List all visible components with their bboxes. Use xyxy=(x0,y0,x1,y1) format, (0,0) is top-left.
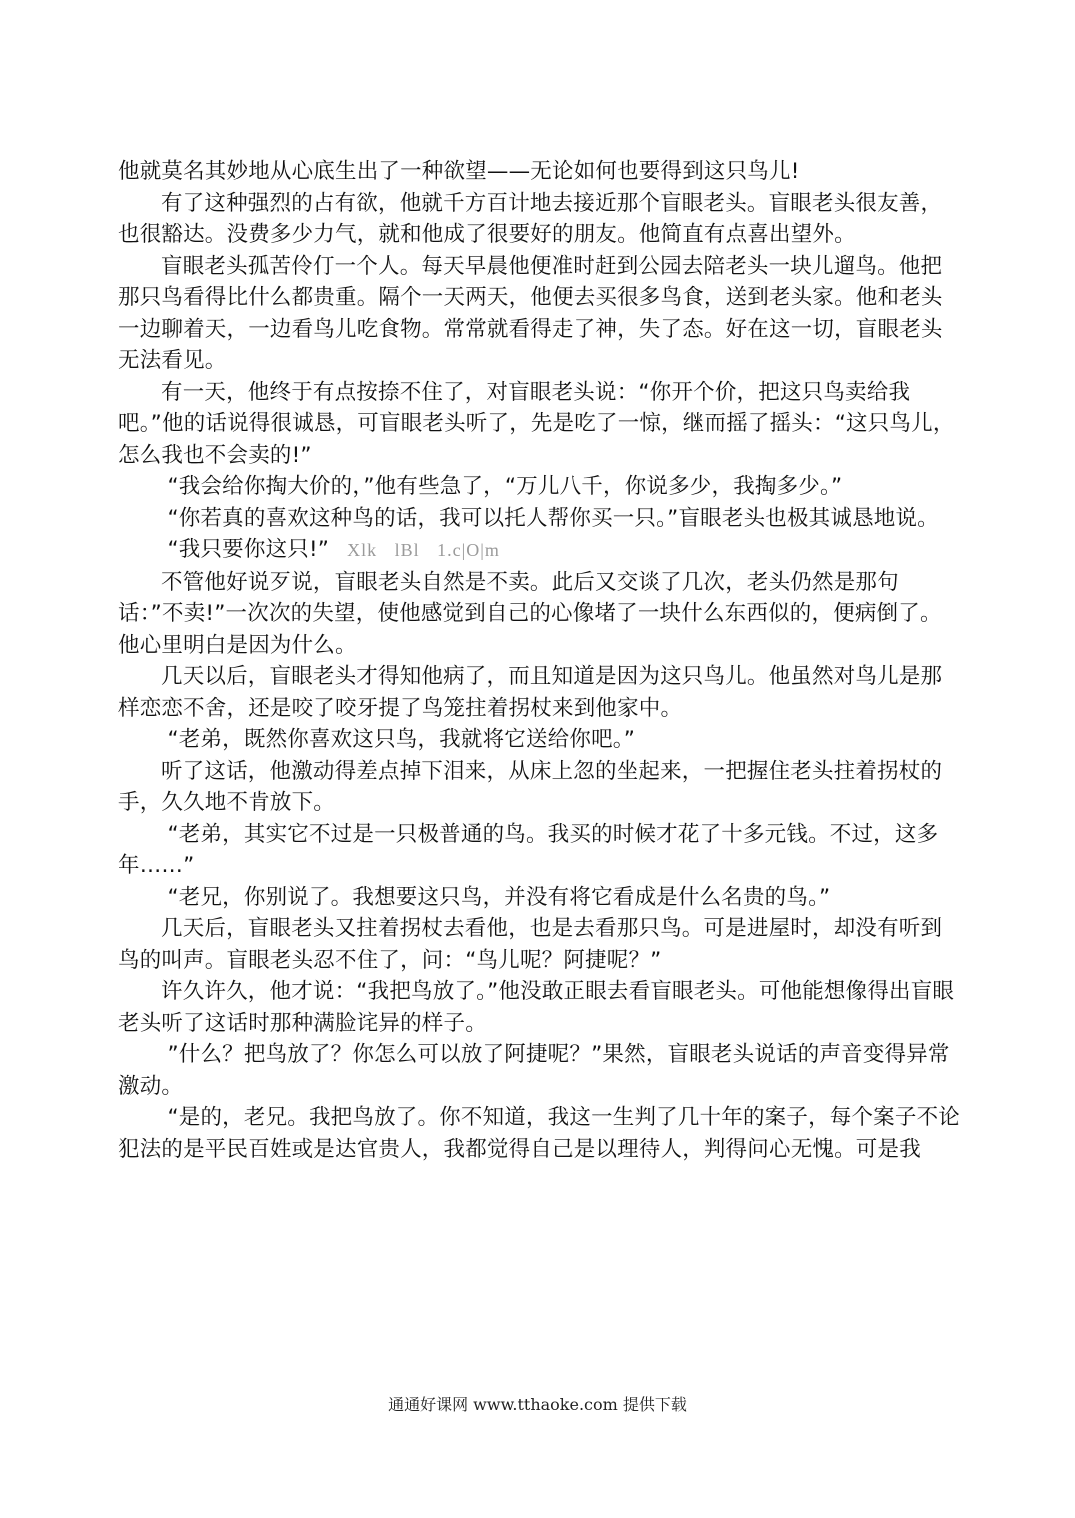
paragraph-7-text: “我只要你这只!” xyxy=(167,537,330,562)
watermark-noise: Xlk lBl 1.c|O|m xyxy=(347,540,500,560)
paragraph-3: 盲眼老头孤苦伶仃一个人。每天早晨他便准时赶到公园去陪老头一块儿遛鸟。他把那只鸟看得比什么都贵重。隔个一天两天，他便去买很多鸟食，送到老头家。他和老头一边聊着天，一边看鸟儿吃食物。常常就看得走了神，失了态。好在这一切，盲眼老头无法看见。 xyxy=(118,253,943,373)
paragraph-7 xyxy=(118,534,960,567)
document-body xyxy=(118,156,960,1165)
paragraph-11: 听了这话，他激动得差点掉下泪来，从床上忽的坐起来，一把握住老头拄着拐杖的手，久久地不肯放下。 xyxy=(118,758,943,815)
paragraph-5: “我会给你掏大价的，”他有些急了，“万儿八千，你说多少，我掏多少。” xyxy=(167,474,843,499)
paragraph-17: “是的，老兄。我把鸟放了。你不知道，我这一生判了几十年的案子，每个案子不论犯法的是平民百姓或是达官贵人，我都觉得自己是以理待人，判得问心无愧。可是我 xyxy=(118,1105,960,1162)
paragraph-10: “老弟，既然你喜欢这只鸟，我就将它送给你吧。” xyxy=(167,727,636,752)
paragraph-12: “老弟，其实它不过是一只极普通的鸟。我买的时候才花了十多元钱。不过，这多年……” xyxy=(118,821,939,878)
paragraph-16: ”什么？把鸟放了？你怎么可以放了阿捷呢？”果然，盲眼老头说话的声音变得异常激动。 xyxy=(118,1042,950,1099)
paragraph-14: 几天后，盲眼老头又拄着拐杖去看他，也是去看那只鸟。可是进屋时，却没有听到鸟的叫声。盲眼老头忍不住了，问：“鸟儿呢？阿捷呢？” xyxy=(118,916,943,973)
paragraph-8: 不管他好说歹说，盲眼老头自然是不卖。此后又交谈了几次，老头仍然是那句话：”不卖!”一次次的失望，使他感觉到自己的心像堵了一块什么东西似的，便病倒了。他心里明白是因为什么。 xyxy=(118,569,942,658)
paragraph-6: “你若真的喜欢这种鸟的话，我可以托人帮你买一只。”盲眼老头也极其诚恳地说。 xyxy=(167,505,939,531)
paragraph-1: 他就莫名其妙地从心底生出了一种欲望——无论如何也要得到这只鸟儿! xyxy=(118,159,800,184)
paragraph-4: 有一天，他终于有点按捺不住了，对盲眼老头说：“你开个价，把这只鸟卖给我吧。”他的话说得很诚恳，可盲眼老头听了，先是吃了一惊，继而摇了摇头：“这只鸟儿，怎么我也不会卖的!” xyxy=(118,379,955,468)
paragraph-15: 许久许久，他才说：“我把鸟放了。”他没敢正眼去看盲眼老头。可他能想像得出盲眼老头听了这话时那种满脸诧异的样子。 xyxy=(118,979,955,1036)
page-footer: 通通好课网 www.tthaoke.com 提供下载 xyxy=(388,1395,687,1414)
paragraph-9: 几天以后，盲眼老头才得知他病了，而且知道是因为这只鸟儿。他虽然对鸟儿是那样恋恋不舍，还是咬了咬牙提了鸟笼拄着拐杖来到他家中。 xyxy=(118,664,943,721)
paragraph-13: “老兄，你别说了。我想要这只鸟，并没有将它看成是什么名贵的鸟。” xyxy=(167,884,831,910)
paragraph-2: 有了这种强烈的占有欲，他就千方百计地去接近那个盲眼老头。盲眼老头很友善，也很豁达。没费多少力气，就和他成了很要好的朋友。他简直有点喜出望外。 xyxy=(118,190,943,247)
